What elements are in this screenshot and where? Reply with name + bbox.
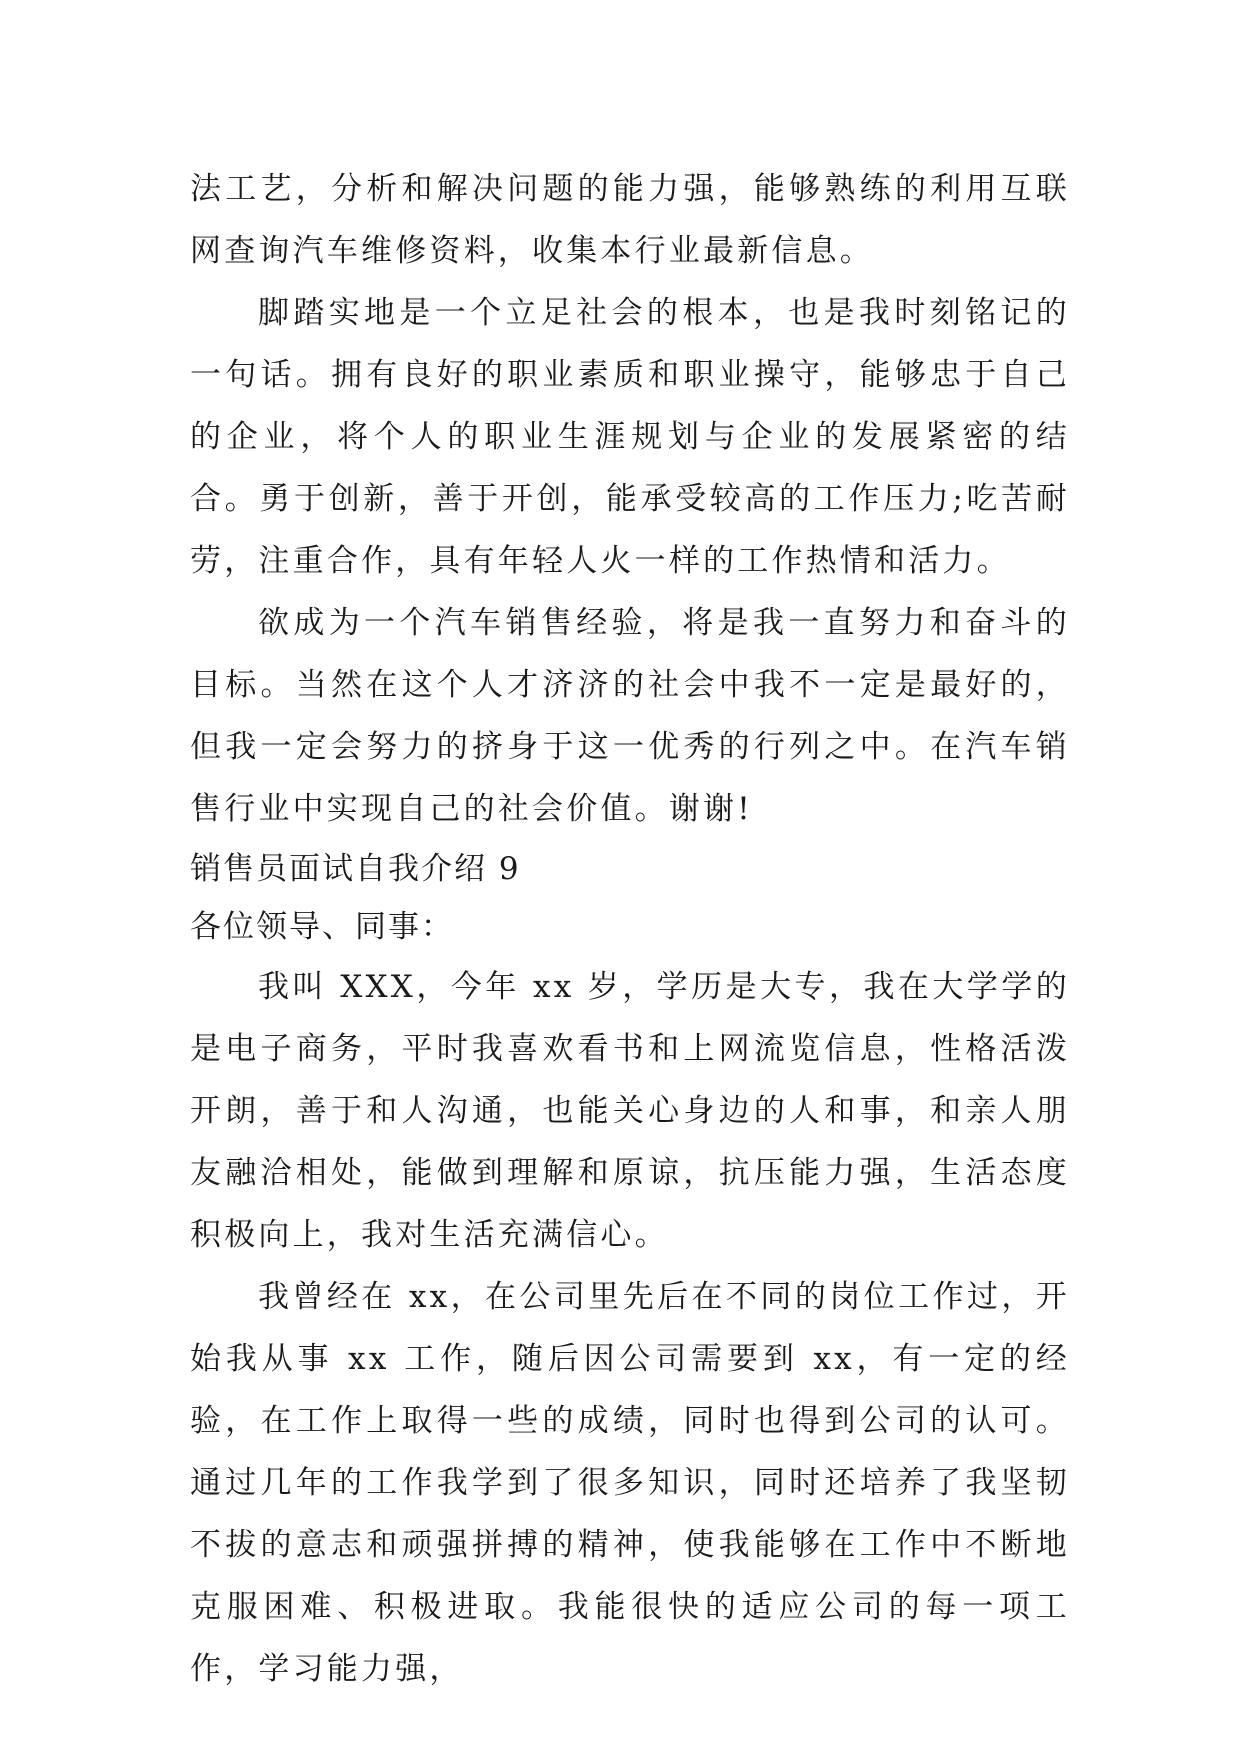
paragraph-continuation: 法工艺，分析和解决问题的能力强，能够熟练的利用互联网查询汽车维修资料，收集本行业最新信息。 xyxy=(190,171,1070,269)
document-body xyxy=(190,158,1070,1700)
paragraph-self-intro: 我叫 XXX，今年 xx 岁，学历是大专，我在大学学的是电子商务，平时我喜欢看书和上网流览信息，性格活泼开朗，善于和人沟通，也能关心身边的人和事，和亲人朋友融洽相处，能做到理解和原谅，抗压能力强，生活态度积极向上，我对生活充满信心。 xyxy=(190,969,1070,1253)
paragraph-career-goal: 欲成为一个汽车销售经验，将是我一直努力和奋斗的目标。当然在这个人才济济的社会中我不一定是最好的，但我一定会努力的挤身于这一优秀的行列之中。在汽车销售行业中实现自己的社会价值。谢谢! xyxy=(190,605,1070,827)
greeting: 各位领导、同事： xyxy=(190,909,454,945)
paragraph-down-to-earth: 脚踏实地是一个立足社会的根本，也是我时刻铭记的一句话。拥有良好的职业素质和职业操守，能够忠于自己的企业，将个人的职业生涯规划与企业的发展紧密的结合。勇于创新，善于开创，能承受较高的工作压力;吃苦耐劳，注重合作，具有年轻人火一样的工作热情和活力。 xyxy=(190,295,1070,579)
paragraph-work-experience: 我曾经在 xx，在公司里先后在不同的岗位工作过，开始我从事 xx 工作，随后因公司需要到 xx，有一定的经验，在工作上取得一些的成绩，同时也得到公司的认可。通过几年的工作我学到了很多知识，同时还培养了我坚韧不拔的意志和顽强拼搏的精神，使我能够在工作中不断地克服困难、积极进取。我能很快的适应公司的每一项工作，学习能力强， xyxy=(190,1279,1070,1687)
section-title: 销售员面试自我介绍 9 xyxy=(190,851,521,887)
